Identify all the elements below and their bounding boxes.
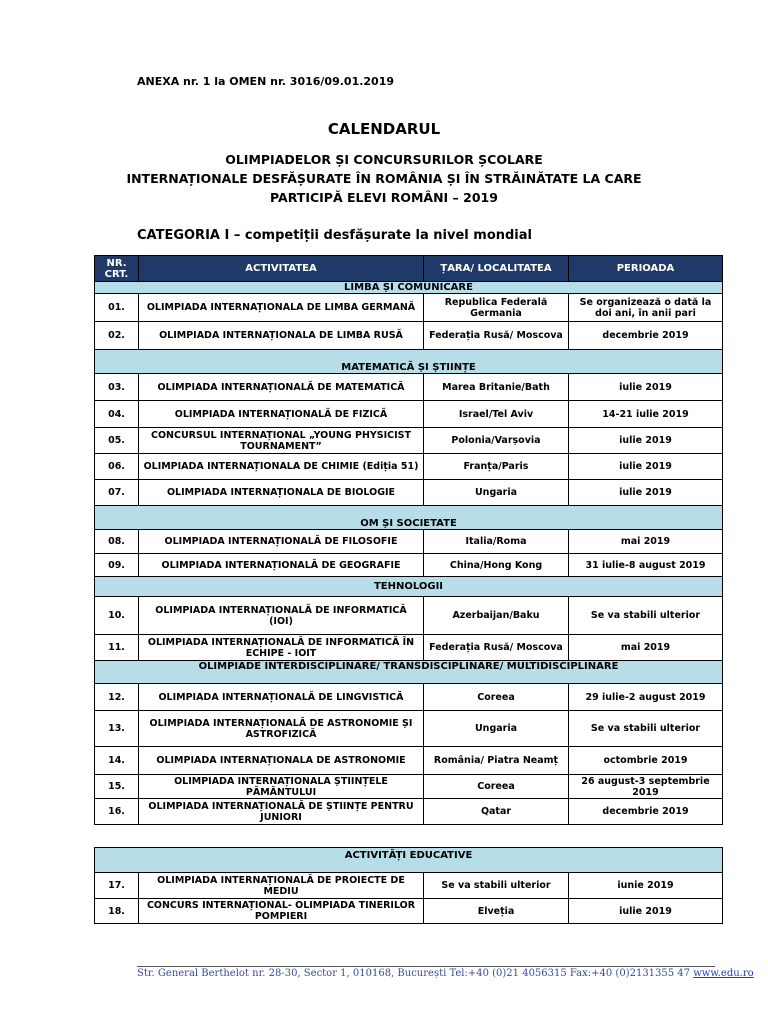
section-title: TEHNOLOGII [95, 577, 723, 597]
page-footer [137, 966, 754, 979]
page-title: CALENDARUL [327, 120, 441, 138]
row-activity: OLIMPIADA INTERNAȚIONALA DE LIMBA RUSĂ [139, 322, 424, 350]
row-place: România/ Piatra Neamț [424, 747, 569, 775]
row-period: Se organizează o dată la doi ani, în anii pari [569, 294, 723, 322]
column-header-period: PERIOADA [569, 256, 723, 282]
row-period: mai 2019 [569, 635, 723, 661]
row-place: Ungaria [424, 711, 569, 747]
row-period: 26 august-3 septembrie 2019 [569, 775, 723, 799]
section-row [95, 282, 723, 294]
row-activity: CONCURSUL INTERNAȚIONAL „YOUNG PHYSICIST TOURNAMENT” [139, 428, 424, 454]
row-nr: 12. [95, 684, 139, 711]
section-row [95, 350, 723, 374]
row-activity: OLIMPIADA INTERNAȚIONALĂ DE FIZICĂ [139, 401, 424, 428]
table-row [95, 684, 723, 711]
row-nr: 06. [95, 454, 139, 480]
table-row [95, 480, 723, 506]
row-nr: 09. [95, 554, 139, 577]
row-place: Federația Rusă/ Moscova [424, 322, 569, 350]
row-nr: 05. [95, 428, 139, 454]
row-nr: 04. [95, 401, 139, 428]
table-row [95, 873, 723, 899]
row-period: decembrie 2019 [569, 799, 723, 825]
section-row [95, 848, 723, 873]
row-place: China/Hong Kong [424, 554, 569, 577]
row-activity: OLIMPIADA INTERNAȚIONALA ȘTIINȚELE PĂMÂNTULUI [139, 775, 424, 799]
table-row [95, 597, 723, 635]
row-place: Franța/Paris [424, 454, 569, 480]
section-row [95, 661, 723, 684]
row-nr: 14. [95, 747, 139, 775]
column-header-place: ȚARA/ LOCALITATEA [424, 256, 569, 282]
subtitle-line: PARTICIPĂ ELEVI ROMÂNI – 2019 [270, 190, 498, 205]
section-row [95, 506, 723, 530]
row-place: Azerbaijan/Baku [424, 597, 569, 635]
row-period: mai 2019 [569, 530, 723, 554]
row-place: Coreea [424, 775, 569, 799]
row-nr: 11. [95, 635, 139, 661]
row-place: Italia/Roma [424, 530, 569, 554]
row-period: iulie 2019 [569, 480, 723, 506]
row-activity: OLIMPIADA INTERNAȚIONALĂ DE INFORMATICĂ ÎN ECHIPE - IOIT [139, 635, 424, 661]
row-nr: 10. [95, 597, 139, 635]
row-nr: 02. [95, 322, 139, 350]
row-activity: OLIMPIADA INTERNAȚIONALA DE LIMBA GERMANĂ [139, 294, 424, 322]
row-nr: 18. [95, 899, 139, 924]
annex-reference: ANEXA nr. 1 la OMEN nr. 3016/09.01.2019 [137, 75, 395, 88]
section-title: LIMBA ȘI COMUNICARE [95, 282, 723, 294]
educational-activities-table [94, 847, 723, 924]
table-row [95, 401, 723, 428]
table-row [95, 775, 723, 799]
column-header-nr: NR. CRT. [95, 256, 139, 282]
table-row [95, 428, 723, 454]
row-activity: OLIMPIADA INTERNAȚIONALĂ DE INFORMATICĂ (IOI) [139, 597, 424, 635]
row-activity: OLIMPIADA INTERNAȚIONALĂ DE FILOSOFIE [139, 530, 424, 554]
row-period: iulie 2019 [569, 428, 723, 454]
row-period: iulie 2019 [569, 374, 723, 401]
table-row [95, 374, 723, 401]
table-row [95, 747, 723, 775]
section-title: ACTIVITĂȚI EDUCATIVE [95, 848, 723, 873]
row-period: decembrie 2019 [569, 322, 723, 350]
row-period: iulie 2019 [569, 454, 723, 480]
table-row [95, 799, 723, 825]
table-row [95, 635, 723, 661]
row-place: Ungaria [424, 480, 569, 506]
row-nr: 13. [95, 711, 139, 747]
section-row [95, 577, 723, 597]
row-activity: OLIMPIADA INTERNAȚIONALA DE ASTRONOMIE [139, 747, 424, 775]
page-subtitle [0, 150, 768, 207]
row-place: Polonia/Varșovia [424, 428, 569, 454]
row-period: iunie 2019 [569, 873, 723, 899]
row-activity: OLIMPIADA INTERNAȚIONALA DE CHIMIE (Ediția 51) [139, 454, 424, 480]
table-row [95, 554, 723, 577]
row-nr: 07. [95, 480, 139, 506]
row-activity: OLIMPIADA INTERNAȚIONALĂ DE ASTRONOMIE ȘI ASTROFIZICĂ [139, 711, 424, 747]
row-activity: OLIMPIADA INTERNAȚIONALĂ DE GEOGRAFIE [139, 554, 424, 577]
row-period: 14-21 iulie 2019 [569, 401, 723, 428]
row-nr: 03. [95, 374, 139, 401]
row-activity: OLIMPIADA INTERNAȚIONALĂ DE LINGVISTICĂ [139, 684, 424, 711]
row-place: Marea Britanie/Bath [424, 374, 569, 401]
row-place: Se va stabili ulterior [424, 873, 569, 899]
column-header-activity: ACTIVITATEA [139, 256, 424, 282]
row-activity: OLIMPIADA INTERNAȚIONALĂ DE MATEMATICĂ [139, 374, 424, 401]
section-title: OLIMPIADE INTERDISCIPLINARE/ TRANSDISCIPLINARE/ MULTIDISCIPLINARE [95, 661, 723, 684]
row-place: Coreea [424, 684, 569, 711]
competitions-table [94, 255, 723, 825]
table-row [95, 530, 723, 554]
table-row [95, 322, 723, 350]
row-period: 31 iulie-8 august 2019 [569, 554, 723, 577]
row-activity: OLIMPIADA INTERNAȚIONALĂ DE ȘTIINȚE PENTRU JUNIORI [139, 799, 424, 825]
row-place: Israel/Tel Aviv [424, 401, 569, 428]
subtitle-line: OLIMPIADELOR ȘI CONCURSURILOR ȘCOLARE [225, 152, 543, 167]
section-title: OM ȘI SOCIETATE [95, 506, 723, 530]
row-nr: 17. [95, 873, 139, 899]
row-nr: 15. [95, 775, 139, 799]
table-row [95, 294, 723, 322]
row-nr: 16. [95, 799, 139, 825]
footer-website-link[interactable]: www.edu.ro [693, 968, 754, 979]
row-period: octombrie 2019 [569, 747, 723, 775]
category-heading: CATEGORIA I – competiții desfășurate la nivel mondial [137, 228, 532, 243]
row-place: Qatar [424, 799, 569, 825]
row-period: iulie 2019 [569, 899, 723, 924]
table-row [95, 454, 723, 480]
row-nr: 08. [95, 530, 139, 554]
table-header-row [95, 256, 723, 282]
subtitle-line: INTERNAȚIONALE DESFĂȘURATE ÎN ROMÂNIA ȘI ÎN STRĂINĂTATE LA CARE [126, 171, 642, 186]
footer-address: Str. General Berthelot nr. 28-30, Sector 1, 010168, București Tel:+40 (0)21 4056315 Fax:+40 (0)2131355 47 [137, 968, 691, 979]
row-period: Se va stabili ulterior [569, 597, 723, 635]
row-activity: OLIMPIADA INTERNAȚIONALA DE BIOLOGIE [139, 480, 424, 506]
row-place: Elveția [424, 899, 569, 924]
table-row [95, 711, 723, 747]
row-place: Federația Rusă/ Moscova [424, 635, 569, 661]
section-title: MATEMATICĂ ȘI ȘTIINȚE [95, 350, 723, 374]
row-activity: OLIMPIADA INTERNAȚIONALĂ DE PROIECTE DE MEDIU [139, 873, 424, 899]
row-period: 29 iulie-2 august 2019 [569, 684, 723, 711]
row-place: Republica Federală Germania [424, 294, 569, 322]
table-row [95, 899, 723, 924]
row-activity: CONCURS INTERNAȚIONAL- OLIMPIADA TINERILOR POMPIERI [139, 899, 424, 924]
row-nr: 01. [95, 294, 139, 322]
row-period: Se va stabili ulterior [569, 711, 723, 747]
